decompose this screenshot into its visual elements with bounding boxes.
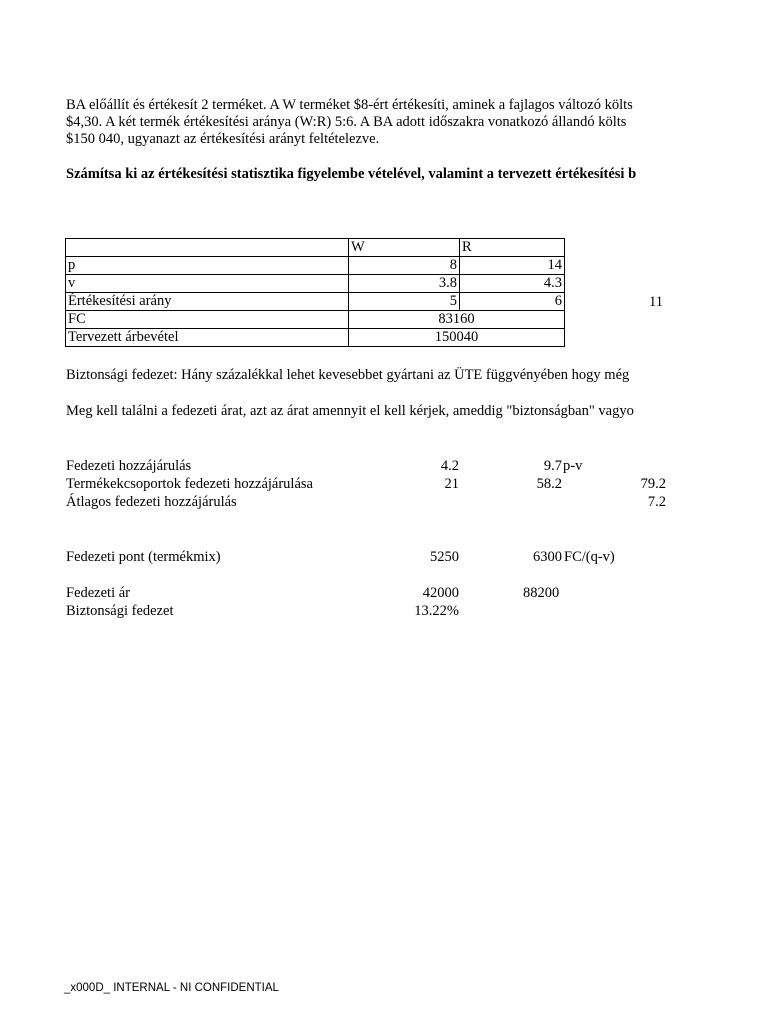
value-group-contribution-r: 58.2 xyxy=(536,476,562,492)
row-label-v: v xyxy=(66,275,349,293)
value-avg-contribution: 7.2 xyxy=(647,494,666,510)
table-row xyxy=(66,239,565,257)
cell-p-w: 8 xyxy=(349,257,460,275)
row-label-p: p xyxy=(66,257,349,275)
formula-breakeven: FC/(q-v) xyxy=(564,549,615,565)
label-breakeven-price: Fedezeti ár xyxy=(66,585,131,601)
row-label-fc: FC xyxy=(66,311,349,329)
note-breakeven-price: Meg kell találni a fedezeti árat, azt az árat amennyit el kell kérjek, ameddig "biztonságban" vagyo xyxy=(66,403,634,419)
label-contribution: Fedezeti hozzájárulás xyxy=(66,458,192,474)
value-breakeven-w: 5250 xyxy=(430,549,459,565)
value-contribution-r: 9.7 xyxy=(543,458,562,474)
value-contribution-w: 4.2 xyxy=(440,458,459,474)
value-group-contribution-w: 21 xyxy=(444,476,459,492)
cell-v-r: 4.3 xyxy=(460,275,565,293)
label-group-contribution: Termékekcsoportok fedezeti hozzájárulása xyxy=(66,476,313,492)
value-breakeven-r: 6300 xyxy=(533,549,562,565)
label-safety-margin: Biztonsági fedezet xyxy=(66,603,174,619)
table-row xyxy=(66,275,565,293)
row-label-revenue: Tervezett árbevétel xyxy=(66,329,349,347)
label-avg-contribution: Átlagos fedezeti hozzájárulás xyxy=(66,494,237,510)
ratio-sum: 11 xyxy=(649,294,663,310)
note-safety-margin: Biztonsági fedezet: Hány százalékkal lehet kevesebbet gyártani az ÜTE függvényében hogy még xyxy=(66,367,630,383)
intro-line-2: $4,30. A két termék értékesítési aránya (W:R) 5:6. A BA adott időszakra vonatkozó állandó költs xyxy=(66,114,627,130)
table-row xyxy=(66,257,565,275)
cell-ratio-r: 6 xyxy=(460,293,565,311)
header-cell-r: R xyxy=(460,239,565,257)
intro-line-3: $150 040, ugyanazt az értékesítési arányt feltételezve. xyxy=(66,131,380,147)
confidentiality-footer: _x000D_ INTERNAL - NI CONFIDENTIAL xyxy=(64,982,279,994)
table-row xyxy=(66,293,565,311)
header-cell-empty xyxy=(66,239,349,257)
label-breakeven: Fedezeti pont (termékmix) xyxy=(66,549,221,565)
value-breakeven-price-w: 42000 xyxy=(422,585,459,601)
row-label-ratio: Értékesítési arány xyxy=(66,293,349,311)
value-safety-margin-w: 13.22% xyxy=(414,603,459,619)
formula-contribution: p-v xyxy=(563,458,583,474)
cell-v-w: 3.8 xyxy=(349,275,460,293)
cell-revenue-value: 150040 xyxy=(349,329,565,347)
table-row xyxy=(66,311,565,329)
header-cell-w: W xyxy=(349,239,460,257)
cell-ratio-w: 5 xyxy=(349,293,460,311)
task-statement: Számítsa ki az értékesítési statisztika figyelembe vételével, valamint a tervezett értékesítési b xyxy=(66,166,637,182)
value-breakeven-price-r: 88200 xyxy=(523,585,560,601)
cell-p-r: 14 xyxy=(460,257,565,275)
cell-fc-value: 83160 xyxy=(349,311,565,329)
value-group-contribution-total: 79.2 xyxy=(640,476,666,492)
intro-line-1: BA előállít és értékesít 2 terméket. A W terméket $8-ért értékesíti, aminek a fajlagos változó költs xyxy=(66,97,633,113)
input-data-table xyxy=(65,238,565,347)
table-row xyxy=(66,329,565,347)
